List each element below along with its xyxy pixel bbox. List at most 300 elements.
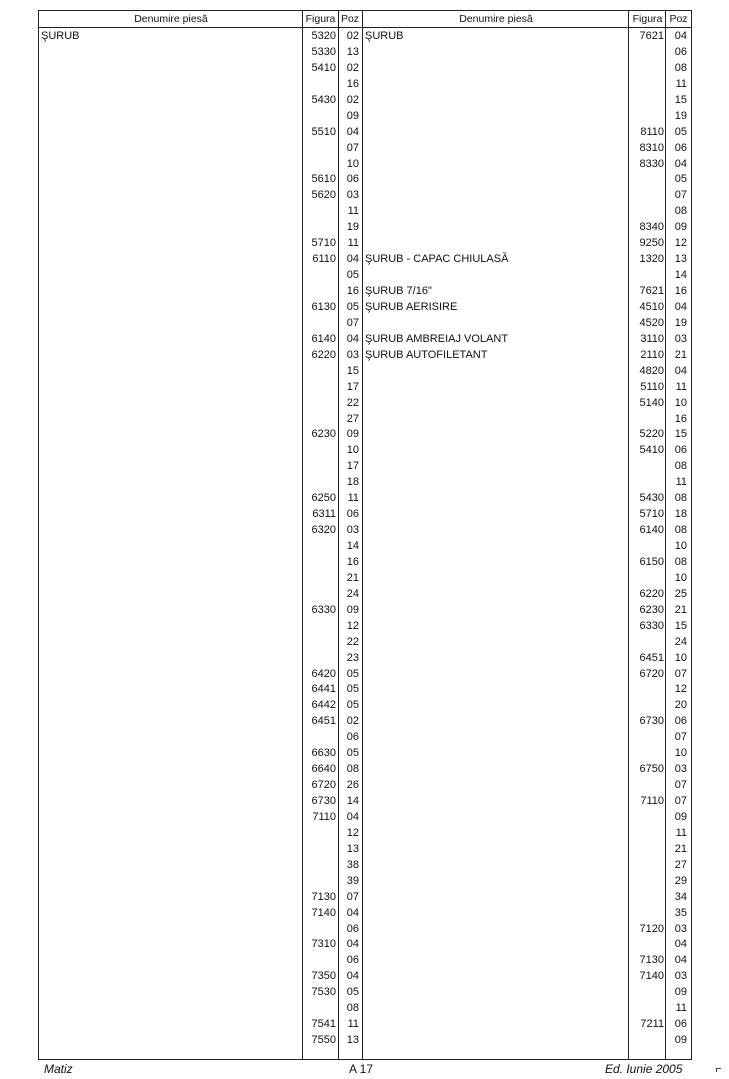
header-poz-label: Poz xyxy=(669,13,688,25)
table-row xyxy=(39,235,362,251)
position-number: 39 xyxy=(346,874,359,887)
position-number: 04 xyxy=(346,810,359,823)
position-number: 19 xyxy=(674,316,687,329)
position-number: 08 xyxy=(674,555,687,568)
position-number: 03 xyxy=(346,524,359,537)
part-name: ŞURUB 7/16" xyxy=(365,285,432,297)
position-number: 07 xyxy=(674,731,687,744)
table-row xyxy=(39,968,362,984)
table-row xyxy=(363,171,691,187)
table-row xyxy=(39,171,362,187)
table-row xyxy=(363,60,691,76)
table-row xyxy=(39,713,362,729)
table-row xyxy=(39,442,362,458)
position-number: 16 xyxy=(346,77,359,90)
figure-number: 5510 xyxy=(311,125,336,138)
position-number: 13 xyxy=(346,842,359,855)
figure-number: 9250 xyxy=(639,237,664,250)
corner-mark xyxy=(716,1068,721,1072)
table-row xyxy=(363,267,691,283)
figure-number: 6311 xyxy=(312,508,336,521)
position-number: 07 xyxy=(346,141,359,154)
table-row xyxy=(363,379,691,395)
table-row xyxy=(39,602,362,618)
position-number: 12 xyxy=(346,619,359,632)
table-row xyxy=(39,522,362,538)
position-number: 03 xyxy=(674,763,687,776)
figure-number: 4510 xyxy=(639,300,664,313)
table-row xyxy=(39,889,362,905)
position-number: 14 xyxy=(674,269,687,282)
figure-number: 5140 xyxy=(639,396,664,409)
position-number: 11 xyxy=(347,492,359,505)
header-figura-label: Figura xyxy=(305,13,336,25)
table-row xyxy=(363,156,691,172)
figure-number: 7130 xyxy=(311,890,336,903)
position-number: 10 xyxy=(674,747,687,760)
figure-number: 4520 xyxy=(639,316,664,329)
table-row xyxy=(39,586,362,602)
part-name: ŞURUB xyxy=(41,30,80,42)
figure-number: 6451 xyxy=(311,715,336,728)
position-number: 08 xyxy=(674,61,687,74)
table-row xyxy=(363,681,691,697)
table-row xyxy=(363,411,691,427)
position-number: 14 xyxy=(346,540,359,552)
table-row xyxy=(39,363,362,379)
table-row xyxy=(39,458,362,474)
position-number: 17 xyxy=(346,460,359,473)
table-row xyxy=(39,634,362,650)
figure-number: 5330 xyxy=(311,45,336,58)
table-row xyxy=(39,1000,362,1016)
position-number: 10 xyxy=(674,651,687,664)
table-row xyxy=(39,331,362,347)
position-number: 25 xyxy=(674,587,687,600)
table-row xyxy=(39,952,362,968)
figure-number: 6110 xyxy=(312,253,336,266)
position-number: 21 xyxy=(674,603,687,616)
position-number: 27 xyxy=(674,858,687,871)
position-number: 24 xyxy=(346,587,359,600)
table-row xyxy=(363,1032,691,1048)
table-row xyxy=(363,761,691,777)
position-number: 09 xyxy=(346,109,359,122)
position-number: 03 xyxy=(674,922,687,935)
position-number: 06 xyxy=(346,508,359,521)
position-number: 11 xyxy=(675,826,687,839)
position-number: 10 xyxy=(674,571,687,584)
figure-number: 6441 xyxy=(311,683,336,696)
table-row xyxy=(39,745,362,761)
position-number: 14 xyxy=(346,795,359,807)
table-row xyxy=(363,666,691,682)
table-row xyxy=(363,538,691,554)
figure-number: 6320 xyxy=(311,524,336,537)
table-row xyxy=(39,666,362,682)
table-row xyxy=(39,187,362,203)
figure-number: 6330 xyxy=(311,603,336,616)
figure-number: 5220 xyxy=(639,428,664,441)
table-row xyxy=(39,857,362,873)
position-number: 15 xyxy=(674,93,687,106)
position-number: 24 xyxy=(674,635,687,648)
table-row xyxy=(363,490,691,506)
position-number: 12 xyxy=(346,826,359,839)
position-number: 04 xyxy=(346,906,359,919)
position-number: 05 xyxy=(346,683,359,696)
table-row xyxy=(39,761,362,777)
table-row xyxy=(39,379,362,395)
position-number: 07 xyxy=(346,890,359,903)
table-row xyxy=(363,968,691,984)
position-number: 06 xyxy=(346,922,359,935)
position-number: 35 xyxy=(674,906,687,919)
table-row xyxy=(363,873,691,889)
figure-number: 7130 xyxy=(639,954,664,967)
table-row xyxy=(363,347,691,363)
figure-number: 7621 xyxy=(639,30,664,42)
table-row xyxy=(39,108,362,124)
figure-number: 5710 xyxy=(311,237,336,250)
position-number: 19 xyxy=(674,109,687,122)
position-number: 08 xyxy=(674,205,687,218)
figure-number: 6442 xyxy=(311,699,336,712)
position-number: 09 xyxy=(346,428,359,441)
part-name: ŞURUB xyxy=(365,30,404,42)
table-row xyxy=(363,140,691,156)
part-name: ŞURUB - CAPAC CHIULASĂ xyxy=(365,253,509,266)
position-number: 04 xyxy=(346,970,359,983)
position-number: 10 xyxy=(674,396,687,409)
table-row xyxy=(363,825,691,841)
table-row xyxy=(363,28,691,44)
header-name-label: Denumire piesă xyxy=(459,13,533,25)
figure-number: 6250 xyxy=(311,492,336,505)
table-row xyxy=(363,76,691,92)
table-row xyxy=(39,299,362,315)
position-number: 10 xyxy=(346,444,359,457)
position-number: 06 xyxy=(674,444,687,457)
figure-number: 7110 xyxy=(312,810,336,823)
position-number: 21 xyxy=(346,571,359,584)
position-number: 17 xyxy=(346,380,359,393)
position-number: 04 xyxy=(674,938,687,951)
table-row xyxy=(39,490,362,506)
position-number: 11 xyxy=(675,476,687,489)
table-row xyxy=(39,426,362,442)
figure-number: 6150 xyxy=(639,555,664,568)
figure-number: 5430 xyxy=(639,492,664,505)
position-number: 20 xyxy=(674,699,687,712)
table-row xyxy=(363,777,691,793)
figure-number: 6230 xyxy=(639,603,664,616)
position-number: 05 xyxy=(346,300,359,313)
table-row xyxy=(39,984,362,1000)
table-row xyxy=(363,299,691,315)
table-row xyxy=(39,267,362,283)
figure-number: 6720 xyxy=(311,779,336,792)
figure-number: 7211 xyxy=(640,1018,664,1031)
position-number: 16 xyxy=(346,285,359,297)
position-number: 02 xyxy=(346,93,359,106)
part-name: ŞURUB AMBREIAJ VOLANT xyxy=(365,332,509,345)
position-number: 08 xyxy=(346,1002,359,1015)
position-number: 11 xyxy=(347,205,359,218)
table-row xyxy=(39,60,362,76)
position-number: 11 xyxy=(675,1002,687,1015)
table-row xyxy=(363,921,691,937)
position-number: 23 xyxy=(346,651,359,664)
position-number: 09 xyxy=(674,810,687,823)
table-row xyxy=(363,618,691,634)
table-row xyxy=(39,921,362,937)
table-row xyxy=(39,873,362,889)
figure-number: 7310 xyxy=(311,938,336,951)
position-number: 12 xyxy=(674,683,687,696)
position-number: 02 xyxy=(346,30,359,42)
table-row xyxy=(39,315,362,331)
figure-number: 6330 xyxy=(639,619,664,632)
figure-number: 5320 xyxy=(311,30,336,42)
table-row xyxy=(39,697,362,713)
table-row xyxy=(363,426,691,442)
figure-number: 6220 xyxy=(311,348,336,361)
figure-number: 6630 xyxy=(311,747,336,760)
table-row xyxy=(39,841,362,857)
table-row xyxy=(39,538,362,554)
position-number: 10 xyxy=(674,540,687,552)
position-number: 06 xyxy=(346,173,359,186)
figure-number: 6730 xyxy=(639,715,664,728)
position-number: 08 xyxy=(346,763,359,776)
position-number: 15 xyxy=(346,364,359,377)
figure-number: 6720 xyxy=(639,667,664,680)
figure-number: 6640 xyxy=(311,763,336,776)
figure-number: 5410 xyxy=(311,61,336,74)
table-row xyxy=(39,905,362,921)
position-number: 21 xyxy=(674,348,687,361)
position-number: 16 xyxy=(674,285,687,297)
position-number: 02 xyxy=(346,715,359,728)
left-column-block xyxy=(39,11,362,1059)
position-number: 07 xyxy=(674,667,687,680)
table-row xyxy=(363,124,691,140)
table-row xyxy=(39,506,362,522)
position-number: 11 xyxy=(347,237,359,250)
table-row xyxy=(363,1016,691,1032)
position-number: 04 xyxy=(346,938,359,951)
table-row xyxy=(39,140,362,156)
table-row xyxy=(39,251,362,267)
left-header-row xyxy=(39,11,362,28)
table-row xyxy=(363,905,691,921)
figure-number: 8310 xyxy=(639,141,664,154)
table-row xyxy=(363,315,691,331)
figure-number: 6140 xyxy=(639,524,664,537)
table-row xyxy=(363,506,691,522)
position-number: 18 xyxy=(674,508,687,521)
position-number: 04 xyxy=(674,300,687,313)
figure-number: 6750 xyxy=(639,763,664,776)
table-row xyxy=(363,283,691,299)
position-number: 06 xyxy=(346,954,359,967)
position-number: 12 xyxy=(674,237,687,250)
table-row xyxy=(363,936,691,952)
table-row xyxy=(39,793,362,809)
figure-number: 1320 xyxy=(639,253,664,266)
table-row xyxy=(363,729,691,745)
figure-number: 6730 xyxy=(311,795,336,807)
table-row xyxy=(363,713,691,729)
table-row xyxy=(363,458,691,474)
table-row xyxy=(39,92,362,108)
figure-number: 8330 xyxy=(639,157,664,170)
table-row xyxy=(39,809,362,825)
position-number: 07 xyxy=(674,795,687,807)
position-number: 15 xyxy=(674,428,687,441)
figure-number: 6140 xyxy=(311,332,336,345)
position-number: 05 xyxy=(346,699,359,712)
figure-number: 6220 xyxy=(639,587,664,600)
table-row xyxy=(363,187,691,203)
figure-number: 5620 xyxy=(311,189,336,202)
position-number: 05 xyxy=(674,173,687,186)
position-number: 04 xyxy=(346,332,359,345)
figure-number: 7530 xyxy=(311,986,336,999)
table-row xyxy=(39,825,362,841)
position-number: 08 xyxy=(674,460,687,473)
figure-number: 4820 xyxy=(639,364,664,377)
position-number: 09 xyxy=(674,1034,687,1047)
position-number: 04 xyxy=(674,30,687,42)
table-row xyxy=(39,1016,362,1032)
position-number: 05 xyxy=(346,667,359,680)
figure-number: 8340 xyxy=(639,221,664,234)
table-row xyxy=(363,952,691,968)
table-row xyxy=(363,442,691,458)
table-row xyxy=(39,777,362,793)
position-number: 21 xyxy=(674,842,687,855)
position-number: 09 xyxy=(674,986,687,999)
position-number: 06 xyxy=(674,141,687,154)
right-rows xyxy=(363,28,691,1048)
position-number: 19 xyxy=(346,221,359,234)
figure-number: 2110 xyxy=(640,348,664,361)
position-number: 06 xyxy=(674,45,687,58)
position-number: 11 xyxy=(675,77,687,90)
figure-number: 7120 xyxy=(639,922,664,935)
table-row xyxy=(363,841,691,857)
position-number: 05 xyxy=(346,747,359,760)
table-row xyxy=(363,634,691,650)
figure-number: 6230 xyxy=(311,428,336,441)
position-number: 03 xyxy=(674,970,687,983)
table-row xyxy=(39,156,362,172)
footer-edition: Ed. Iunie 2005 xyxy=(605,1062,683,1076)
table-row xyxy=(363,251,691,267)
parts-index-table xyxy=(38,10,692,1060)
table-row xyxy=(363,554,691,570)
table-row xyxy=(39,76,362,92)
position-number: 04 xyxy=(346,125,359,138)
position-number: 03 xyxy=(674,332,687,345)
figure-number: 6420 xyxy=(311,667,336,680)
figure-number: 5710 xyxy=(639,508,664,521)
table-row xyxy=(39,395,362,411)
figure-number: 7541 xyxy=(311,1018,336,1031)
table-row xyxy=(39,554,362,570)
position-number: 08 xyxy=(674,524,687,537)
position-number: 18 xyxy=(346,476,359,489)
figure-number: 8110 xyxy=(640,125,664,138)
position-number: 22 xyxy=(346,635,359,648)
position-number: 15 xyxy=(674,619,687,632)
position-number: 04 xyxy=(674,954,687,967)
position-number: 27 xyxy=(346,412,359,425)
table-row xyxy=(363,697,691,713)
table-row xyxy=(39,650,362,666)
right-header-row xyxy=(363,11,691,28)
figure-number: 7621 xyxy=(639,285,664,297)
table-row xyxy=(363,650,691,666)
table-row xyxy=(39,570,362,586)
footer-page-number: A 17 xyxy=(349,1062,374,1076)
table-row xyxy=(39,729,362,745)
table-row xyxy=(363,522,691,538)
left-rows xyxy=(39,28,362,1048)
part-name: ŞURUB AERISIRE xyxy=(365,300,458,313)
table-row xyxy=(39,203,362,219)
position-number: 13 xyxy=(674,253,687,266)
position-number: 08 xyxy=(674,492,687,505)
position-number: 02 xyxy=(346,61,359,74)
table-row xyxy=(363,857,691,873)
position-number: 13 xyxy=(346,45,359,58)
table-row xyxy=(39,44,362,60)
table-row xyxy=(363,889,691,905)
table-row xyxy=(363,1000,691,1016)
table-row xyxy=(363,570,691,586)
position-number: 04 xyxy=(674,157,687,170)
position-number: 16 xyxy=(346,555,359,568)
table-row xyxy=(363,586,691,602)
figure-number: 7140 xyxy=(639,970,664,983)
figure-number: 7350 xyxy=(311,970,336,983)
position-number: 05 xyxy=(346,986,359,999)
header-figura-label: Figura xyxy=(632,13,663,25)
position-number: 16 xyxy=(674,412,687,425)
position-number: 07 xyxy=(674,779,687,792)
position-number: 05 xyxy=(674,125,687,138)
table-row xyxy=(363,793,691,809)
table-row xyxy=(363,44,691,60)
figure-number: 6130 xyxy=(311,300,336,313)
table-row xyxy=(363,602,691,618)
table-row xyxy=(39,219,362,235)
table-row xyxy=(363,395,691,411)
position-number: 13 xyxy=(346,1034,359,1047)
position-number: 34 xyxy=(674,890,687,903)
figure-number: 5610 xyxy=(311,173,336,186)
table-row xyxy=(39,411,362,427)
table-row xyxy=(39,124,362,140)
position-number: 04 xyxy=(674,364,687,377)
figure-number: 3110 xyxy=(640,332,664,345)
figure-number: 7550 xyxy=(311,1034,336,1047)
header-name-label: Denumire piesă xyxy=(134,13,208,25)
table-row xyxy=(363,984,691,1000)
